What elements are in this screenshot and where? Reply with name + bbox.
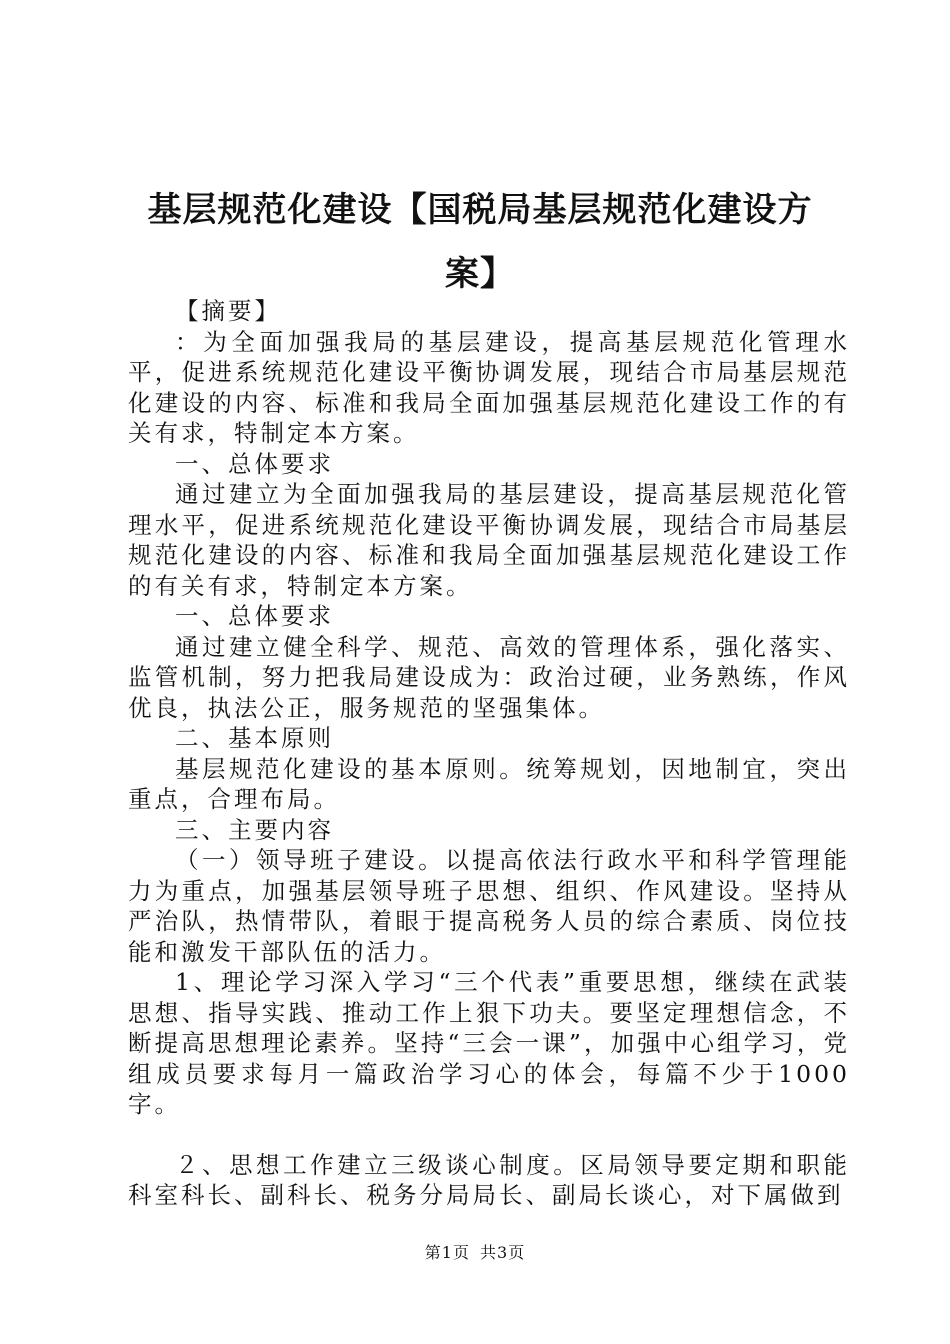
- paragraph: 1、理论学习深入学习“三个代表”重要思想，继续在武装思想、指导实践、推动工作上狠下功夫。要坚定理想信念，不断提高思想理论素养。坚持“三会一课”，加强中心组学习，党组成员要求每月一篇政治学习心的体会，每篇不少于1000字。: [128, 968, 850, 1118]
- section-heading: 二、基本原则: [175, 724, 334, 752]
- page-number: 第1页: [424, 1243, 470, 1262]
- paragraph: ２、思想工作建立三级谈心制度。区局领导要定期和职能科室科长、副科长、税务分局局长、副局长谈心，对下属做到: [128, 1150, 850, 1209]
- page-footer: [0, 1240, 950, 1263]
- paragraph: 通过建立健全科学、规范、高效的管理体系，强化落实、监管机制，努力把我局建设成为：政治过硬，业务熟练，作风优良，执法公正，服务规范的坚强集体。: [128, 632, 850, 722]
- section-heading: 三、主要内容: [175, 815, 334, 844]
- section-heading: 一、总体要求: [175, 449, 334, 478]
- paragraph: ：为全面加强我局的基层建设，提高基层规范化管理水平，促进系统规范化建设平衡协调发展，现结合市局基层规范化建设的内容、标准和我局全面加强基层规范化建设工作的有关有求，特制定本方案。: [128, 327, 850, 447]
- paragraph: 基层规范化建设的基本原则。统筹规划，因地制宜，突出重点，合理布局。: [128, 754, 850, 813]
- paragraph: 通过建立为全面加强我局的基层建设，提高基层规范化管理水平，促进系统规范化建设平衡协调发展，现结合市局基层规范化建设的内容、标准和我局全面加强基层规范化建设工作的有关有求，特制定本方案。: [128, 480, 850, 600]
- title-line-2: 案】: [445, 254, 515, 294]
- document-body: [128, 296, 850, 1211]
- section-heading: 一、总体要求: [175, 602, 334, 630]
- page-total: 共3页: [480, 1243, 526, 1262]
- document-title: [130, 178, 830, 306]
- paragraph-gap: [128, 1120, 850, 1150]
- paragraph: 【摘要】: [175, 297, 281, 325]
- paragraph: （一）领导班子建设。以提高依法行政水平和科学管理能力为重点，加强基层领导班子思想、组织、作风建设。坚持从严治队，热情带队，着眼于提高税务人员的综合素质、岗位技能和激发干部队伍的活力。: [128, 846, 850, 966]
- title-line-1: 基层规范化建设【国税局基层规范化建设方: [147, 190, 813, 230]
